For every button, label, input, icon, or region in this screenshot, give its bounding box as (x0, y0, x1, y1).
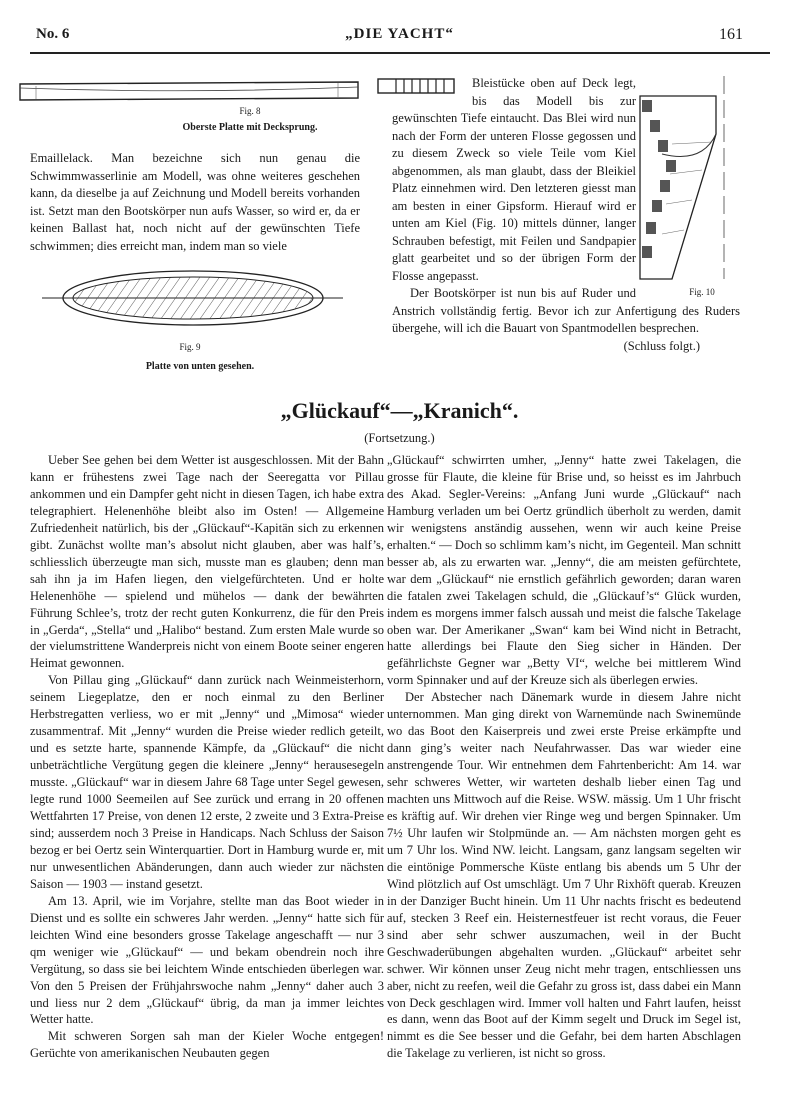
article-title: „Glückauf“—„Kranich“. (280, 398, 519, 423)
paragraph: Ueber See gehen bei dem Wetter ist ausgeschlossen. Mit der Bahn kann er frühestens zwei Tage nach der Seeregatta vor Pillau ankommen und ein Dampfer geht nicht in diesen Tagen, ich habe extra telegraphiert. Helenenhöhe bleibt also im Osten! — Allgemeine Zufriedenheit natürlich, bis der „Glückauf“-Kapitän sich zu erkennen gibt. Zunächst wollte man’s absolut nicht glauben, aber was half’s, schliesslich überzeugte man sich, musste man es glauben; denn man sah ihn ja im Hafen liegen, den vielgefürchteten. Und er holte Helenenhöhe — spielend und mühelos — dank der bewährten Führung Schlee’s, trotz der recht guten Konkurrenz, die für den Preis in „Gerda“, „Stella“ und „Halibo“ bestand. Zum ersten Male wurde so der vielumstrittene Wanderpreis nicht von einem Boote seiner engeren Heimat gewonnen. (30, 453, 384, 671)
right-top-paragraph-2: Der Bootskörper ist nun bis auf Ruder und Anstrich vollständig fertig. Bevor ich zur Anfertigung des Ruders übergehe, will ich die Bauart von Spantmodellen besprechen. (392, 286, 740, 335)
paragraph: Mit schweren Sorgen sah man der Kieler Woche entgegen! Gerüchte von amerikanischen Neubauten gegen (30, 1029, 384, 1061)
fig9-bottom-plate-drawing (40, 268, 345, 332)
fig8-caption: Oberste Platte mit Decksprung. (182, 122, 318, 133)
running-header (0, 0, 799, 54)
paragraph: Der Abstecher nach Dänemark wurde in diesem Jahre nicht unternommen. Man ging direkt von Warnemünde nach Swinemünde wo das Boot den Kaiserpreis und zwei erste Preise erkämpfte und dann ging’s weiter nach Neufahrwasser. Das war wieder eine anstrengende Tour. Wir entnehmen dem Fahrtenbericht: Am 14. war sehr schweres Wetter, wir warteten deshalb lieber einen Tag und machten uns Mittwoch auf die Reise. WSW. mässig. Um 1 Uhr frischt es kräftig auf. Wir drehen vier Ringe weg und bergen Spinnaker. Um 7½ Uhr laufen wir Stolpmünde an. — Am nächsten morgen geht es um 7 Uhr los. Wind NW. leicht. Langsam, ganz langsam segelten wir die eintönige Pommersche Küste entlang bis abends um 5 Uhr der Wind plötzlich auf Ost umschlägt. Um 7 Uhr Rixhöft querab. Kreuzen in der Danziger Bucht hinein. Um 11 Uhr nachts frischt es bedeutend auf, stecken 3 Reef ein. Heisternestfeuer ist recht voraus, die Feuer sind aber sehr schwer auszumachen, weil in der Bucht Geschwaderübungen abgehalten wurden. „Glückauf“ arbeitet sehr schwer. Wir können unser Zeug nicht mehr tragen, entschliessen uns aber, nicht zu reefen, weil die Gefahr zu gross ist, dass dabei ein Mann von Deck geschlagen wird. Immer voll halten und Fahrt laufen, heisst es dann, wenn das Boot auf der Kimm segelt und Druck im Segel ist, nimmt es die See besser und die Gefahr, bei dem harten Abschlagen die Takelage zu verlieren, ist nicht so gross. (387, 690, 741, 1061)
paragraph: „Glückauf“ schwirrten umher, „Jenny“ hatte zwei Takelagen, die grosse für Flaute, die kleine für Brise und, so heisst es im Jahrbuch des Akad. Segler-Vereins: „Anfang Juni wurde „Glückauf“ nach Hamburg verladen um bei Oertz gründlich überholt zu werden, damit wir wenigstens anständig aussehen, wenn wir auch keine Preise erhalten.“ — Doch so schlimm kam’s nicht, im Gegenteil. Man schnitt besser ab, als zu erwarten war. „Jenny“, die am meisten gefürchtete, war dem „Glückauf“ nie ernstlich gefährlich geworden; daran waren die fatalen zwei Takelagen schuld, die „Glückauf’s“ Glück wurden, indem es morgens immer falsch aussah und meist die falsche Takelage oben war. Der Amerikaner „Swan“ kam bei Wind nicht in Betracht, hatte allerdings bei Flaute den Sieg sicher in Händen. Der gefährlichste Gegner war „Betty VI“, welche bei mittlerem Wind vorm Spinnaker und auf der Kreuze sich als überlegen erwies. (387, 453, 741, 688)
article-subtitle: (Fortsetzung.) (364, 431, 435, 445)
fig9-number: Fig. 9 (179, 342, 201, 352)
fig9-caption: Platte von unten gesehen. (145, 361, 255, 372)
fig10-number: Fig. 10 (689, 287, 715, 297)
paragraph: Von Pillau ging „Glückauf“ dann zurück nach Weinmeisterhorn, seinem Liegeplatze, den er noch einmal zu den Berliner Herbstregatten verliess, wo er mit „Jenny“ und „Mimosa“ wieder zusammentraf. Mit „Jenny“ wurden die Preise wieder redlich geteilt, und es setzte harte, spannende Kämpfe, da „Glückauf“ die nicht unbeträchtliche Vergütung gegen die kleinere „Jenny“ herausesegeln musste. „Glückauf“ war in diesem Jahre 68 Tage unter Segel gewesen, legte rund 1000 Seemeilen auf See zurück und errang in 20 offenen Wettfahrten 17 Preise, von denen 12 erste, 2 zweite und 3 Extra-Preise sind; ausserdem noch 3 Preise in Handicaps. Nach Schluss der Saison bezog er bei Oertz sein Winterquartier. Dort in Hamburg wurde er, mit nur unwesentlichen Abänderungen, dann auch wieder zur nächsten Saison — 1903 — instand gesetzt. (30, 673, 384, 891)
page-number: 161 (719, 26, 743, 43)
header-rule (30, 52, 770, 54)
journal-title: „DIE YACHT“ (345, 26, 454, 42)
fig8-number: Fig. 8 (239, 106, 261, 116)
to-be-continued: (Schluss folgt.) (623, 338, 700, 353)
left-top-paragraph: Emaillelack. Man bezeichne sich nun genau die Schwimmwasserlinie am Modell, was ohne weiteres geschehen kann, da dieselbe ja auf Zeichnung und Modell bereits vorhanden ist. Setzt man den Bootskörper nun aufs Wasser, so wird er, da er keinen Ballast hat, noch nicht auf der gewünschten Tiefe schwimmen; dies erreicht man, indem man so viele (30, 151, 360, 253)
fig8-deck-plate-drawing (18, 80, 360, 102)
right-top-text (392, 75, 740, 355)
right-top-paragraph-1: Bleistücke oben auf Deck legt, bis das Modell bis zur gewünschten Tiefe eintaucht. Das Blei wird nun nach der Form der unteren Flosse gegossen und zu diesem Zweck so viele Teile vom Kiel abgenommen, als man glaubt, dass der Bleikiel Platz einnehmen wird. Den letzteren giesst man am besten in einer Gipsform. Hierauf wird er unten am Kiel (Fig. 10) mittels dünner, langer Schrauben befestigt, mit Feilen und Sandpapier glatt gearbeitet und so der übrigen Form der Flosse angepasst. (392, 76, 636, 283)
article-right-column (387, 452, 741, 1062)
paragraph: Am 13. April, wie im Vorjahre, stellte man das Boot wieder in Dienst und es sollte ein schweres Jahr werden. „Jenny“ hatte sich für leichten Wind eine besonders grosse Takelage angeschafft — nur 3 qm weniger wie „Glückauf“ — und bekam obendrein noch ihre Vergütung, so dass sie bei leichtem Winde entschieden überlegen war. Von den 5 Preisen der Frühjahrswoche nahm „Jenny“ daher auch 3 und liess nur 2 dem „Glückauf“ übrig, da man ja immer leichtes Wetter hatte. (30, 893, 384, 1027)
article-left-column (30, 452, 384, 1062)
issue-number: No. 6 (36, 26, 70, 42)
